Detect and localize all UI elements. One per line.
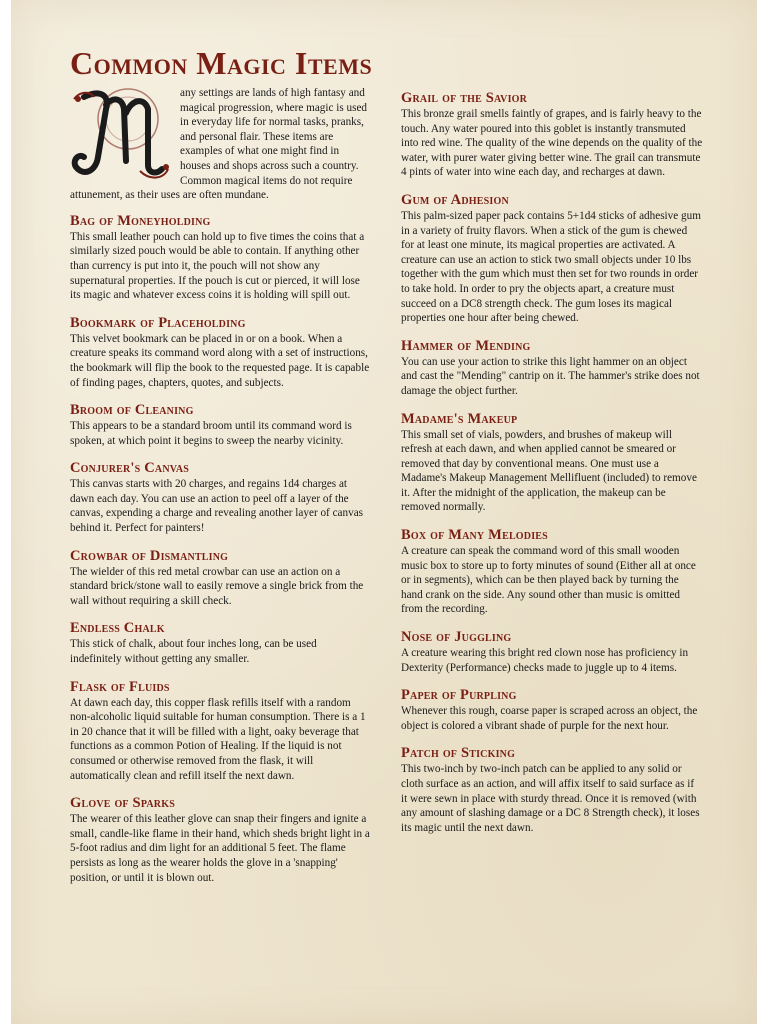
item-description: This two-inch by two-inch patch can be applied to any solid or cloth surface as an action, and will affix itself to said surface as if it were sewn in place with sturdy thread. Once it is removed (with any amount of slashing damage or a DC 8 Strength check), it loses its magic until the next dawn. xyxy=(401,763,700,834)
dropcap-m-icon xyxy=(70,87,174,185)
magic-item-entry xyxy=(70,402,370,448)
magic-item-entry xyxy=(70,679,370,784)
item-title: Paper of Purpling xyxy=(401,687,517,704)
magic-item-entry xyxy=(401,411,703,516)
left-column xyxy=(70,86,370,897)
magic-item-entry xyxy=(70,213,370,303)
magic-item-entry xyxy=(70,620,370,666)
item-title: Endless Chalk xyxy=(70,620,165,637)
item-description: This stick of chalk, about four inches long, can be used indefinitely without getting any smaller. xyxy=(70,638,317,666)
magic-item-entry xyxy=(401,90,703,180)
item-title: Bookmark of Placeholding xyxy=(70,314,246,331)
item-description: This palm-sized paper pack contains 5+1d4 sticks of adhesive gum in a variety of fruity flavors. When a stick of the gum is chewed for at least one minute, its magical properties are activated. A creature can use an action to stick two small objects under 10 lbs together with the gum which must then set for two rounds in order to take hold. In order to pry the objects apart, a creature must succeed on a DC8 strength check. The gum loses its magical properties one hour after being chewed. xyxy=(401,209,701,325)
item-description: This small set of vials, powders, and brushes of makeup will refresh at each dawn, and when applied cannot be smeared or removed that day by conventional means. One must use a Madame's Makeup Management Mellifluent (included) to remove it. After the midnight of the application, the makeup can be removed normally. xyxy=(401,428,697,514)
magic-item-entry xyxy=(401,192,703,326)
item-title: Conjurer's Canvas xyxy=(70,460,190,477)
item-title: Broom of Cleaning xyxy=(70,402,194,419)
item-title: Nose of Juggling xyxy=(401,629,512,646)
item-description: The wearer of this leather glove can snap their fingers and ignite a small, candle-like flame in their hand, which sheds bright light in a 5-foot radius and dim light for an additional 5 feet. The flame persists as long as the wearer holds the glove in a 'snapping' position, or until it is blown out. xyxy=(70,813,370,884)
item-title: Crowbar of Dismantling xyxy=(70,547,229,564)
item-description: This bronze grail smells faintly of grapes, and is fairly heavy to the touch. Any water poured into this goblet is instantly transmuted into red wine. The quality of the wine depends on the quality of the water, with purer water giving better wine. The grail can transmute 4 pints of water into wine each day, and recharges at dawn. xyxy=(401,108,703,179)
item-description: This appears to be a standard broom until its command word is spoken, at which point it begins to sweep the nearby vicinity. xyxy=(70,420,352,447)
item-title: Grail of the Savior xyxy=(401,90,528,106)
magic-item-entry xyxy=(401,527,703,617)
item-title: Hammer of Mending xyxy=(401,337,531,354)
left-item-list xyxy=(70,213,370,885)
magic-item-entry xyxy=(70,315,370,390)
item-title: Box of Many Melodies xyxy=(401,527,548,544)
intro-paragraph xyxy=(70,86,370,203)
magic-item-entry xyxy=(401,687,703,733)
magic-item-entry xyxy=(70,795,370,885)
right-item-list xyxy=(401,90,703,835)
item-description: This canvas starts with 20 charges, and regains 1d4 charges at dawn each day. You can use an action to peel off a layer of the canvas, expending a charge and revealing another layer of canvas behind it. Perfect for painters! xyxy=(70,478,364,535)
magic-item-entry xyxy=(70,460,370,535)
item-description: This velvet bookmark can be placed in or on a book. When a creature speaks its command word along with a set of instructions, the bookmark will flip the book to the requested page. It is capable of finding pages, chapters, quotes, and subjects. xyxy=(70,332,370,389)
right-column xyxy=(401,90,703,847)
magic-item-entry xyxy=(401,338,703,399)
page-title: Common Magic Items xyxy=(70,45,373,81)
item-description: This small leather pouch can hold up to five times the coins that a similarly sized pouch would be able to contain. If anything other than currency is put into it, the pouch will not show any supernatural properties. If the pouch is cut or pierced, it will lose its magic and whatever excess coins it is holding will spill out. xyxy=(70,230,365,302)
item-description: You can use your action to strike this light hammer on an object and cast the "Mending" cantrip on it. The hammer's strike does not damage the object further. xyxy=(401,355,700,397)
item-description: A creature can speak the command word of this small wooden music box to store up to forty minutes of sound (Either all at once or in segments), which can be then played back by turning the hand crank on the side. Any sound other than music is omitted from the recording. xyxy=(401,545,696,616)
magic-item-entry xyxy=(70,548,370,609)
item-title: Madame's Makeup xyxy=(401,410,518,427)
item-title: Patch of Sticking xyxy=(401,745,516,762)
magic-item-entry xyxy=(401,745,703,835)
item-title: Bag of Moneyholding xyxy=(70,212,211,229)
item-description: Whenever this rough, coarse paper is scraped across an object, the object is colored a vibrant shade of purple for the next hour. xyxy=(401,705,698,732)
intro-text: any settings are lands of high fantasy and magical progression, where magic is used in everyday life for normal tasks, pranks, and personal flair. These items are examples of what one might find in houses and shops across such a country. Common magical items do not require attunement, as their uses are often mundane. xyxy=(70,87,368,202)
item-title: Glove of Sparks xyxy=(70,795,175,812)
item-title: Gum of Adhesion xyxy=(401,191,509,208)
item-title: Flask of Fluids xyxy=(70,678,170,695)
item-description: The wielder of this red metal crowbar can use an action on a standard brick/stone wall to easily remove a single brick from the wall without requiring a skill check. xyxy=(70,565,364,607)
item-description: At dawn each day, this copper flask refills itself with a random non-alcoholic liquid suitable for human consumption. There is a 1 in 20 chance that it will be filled with a light, oaky beverage that functions as a common Potion of Healing. If the liquid is not consumed or otherwise removed from the flask, it will automatically clean and refill itself the next dawn. xyxy=(70,696,366,782)
magic-item-entry xyxy=(401,629,703,675)
parchment-page xyxy=(11,0,757,1024)
item-description: A creature wearing this bright red clown nose has proficiency in Dexterity (Performance) checks made to juggle up to 4 items. xyxy=(401,647,689,674)
